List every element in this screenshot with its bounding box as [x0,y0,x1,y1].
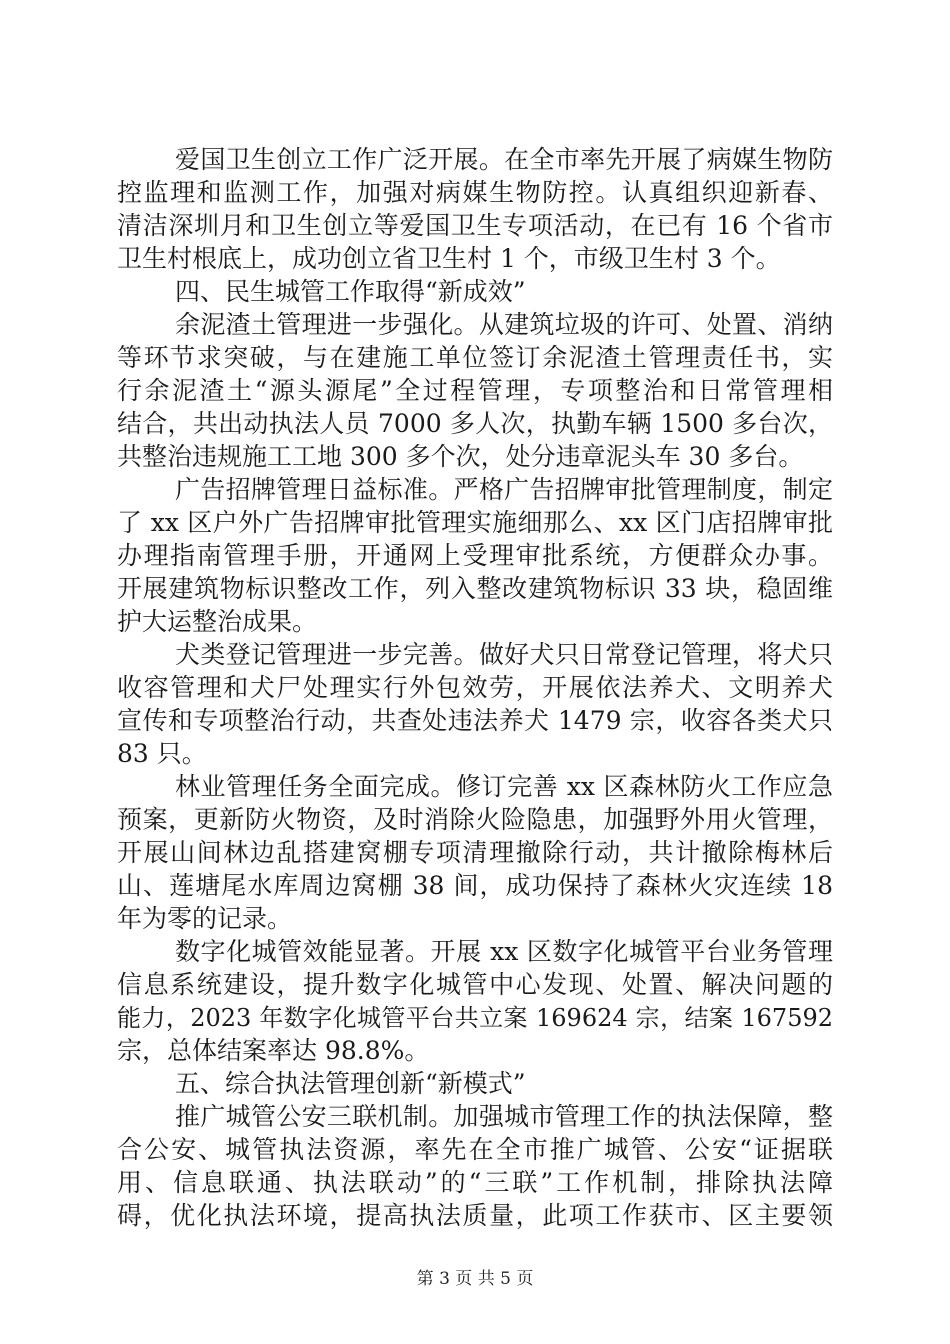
paragraph-line: 收容管理和犬尸处理实行外包效劳，开展依法养犬、文明养犬 [117,673,833,702]
paragraph-line: 清洁深圳月和卫生创立等爱国卫生专项活动，在已有 16 个省市 [117,211,833,240]
paragraph-line: 推广城管公安三联机制。加强城市管理工作的执法保障，整 [175,1102,833,1131]
paragraph-line: 结合，共出动执法人员 7000 多人次，执勤车辆 1500 多台次， [117,409,833,438]
paragraph-line: 护大运整治成果。 [117,607,318,636]
paragraph-line: 开展建筑物标识整改工作，列入整改建筑物标识 33 块，稳固维 [117,574,833,603]
paragraph-line: 林业管理任务全面完成。修订完善 xx 区森林防火工作应急 [175,772,833,801]
paragraph-line: 83 只。 [117,739,207,768]
paragraph-line: 犬类登记管理进一步完善。做好犬只日常登记管理，将犬只 [175,640,833,669]
section-heading: 四、民生城管工作取得“新成效” [175,277,526,306]
paragraph-line: 年为零的记录。 [117,904,293,933]
paragraph-line: 开展山间林边乱搭建窝棚专项清理撤除行动，共计撤除梅林后 [117,838,833,867]
paragraph-line: 办理指南管理手册，开通网上受理审批系统，方便群众办事。 [117,541,833,570]
paragraph-line: 数字化城管效能显著。开展 xx 区数字化城管平台业务管理 [175,937,833,966]
paragraph-line: 山、莲塘尾水库周边窝棚 38 间，成功保持了森林火灾连续 18 [117,871,833,900]
paragraph-line: 共整治违规施工工地 300 多个次，处分违章泥头车 30 多台。 [117,442,804,471]
paragraph-line: 控监理和监测工作，加强对病媒生物防控。认真组织迎新春、 [117,178,833,207]
paragraph-line: 用、信息联通、执法联动”的“三联”工作机制，排除执法障 [117,1168,833,1197]
paragraph-line: 宣传和专项整治行动，共查处违法养犬 1479 宗，收容各类犬只 [117,706,833,735]
paragraph-line: 行余泥渣土“源头源尾”全过程管理，专项整治和日常管理相 [117,376,833,405]
paragraph-line: 广告招牌管理日益标准。严格广告招牌审批管理制度，制定 [175,475,833,504]
paragraph-line: 信息系统建设，提升数字化城管中心发现、处置、解决问题的 [117,970,833,999]
paragraph-line: 宗，总体结案率达 98.8%。 [117,1036,430,1065]
section-heading: 五、综合执法管理创新“新模式” [175,1069,526,1098]
paragraph-line: 爱国卫生创立工作广泛开展。在全市率先开展了病媒生物防 [175,145,833,174]
paragraph-line: 合公安、城管执法资源，率先在全市推广城管、公安“证据联 [117,1135,833,1164]
paragraph-line: 余泥渣土管理进一步强化。从建筑垃圾的许可、处置、消纳 [175,310,833,339]
paragraph-line: 卫生村根底上，成功创立省卫生村 1 个，市级卫生村 3 个。 [117,244,781,273]
paragraph-line: 能力，2023 年数字化城管平台共立案 169624 宗，结案 167592 [117,1004,833,1032]
paragraph-line: 了 xx 区户外广告招牌审批管理实施细那么、xx 区门店招牌审批 [117,508,833,537]
page-number-footer: 第 3 页 共 5 页 [416,1269,534,1289]
paragraph-line: 预案，更新防火物资，及时消除火险隐患，加强野外用火管理， [117,805,833,834]
paragraph-line: 碍，优化执法环境，提高执法质量，此项工作获市、区主要领 [117,1201,833,1230]
paragraph-line: 等环节求突破，与在建施工单位签订余泥渣土管理责任书，实 [117,343,833,372]
